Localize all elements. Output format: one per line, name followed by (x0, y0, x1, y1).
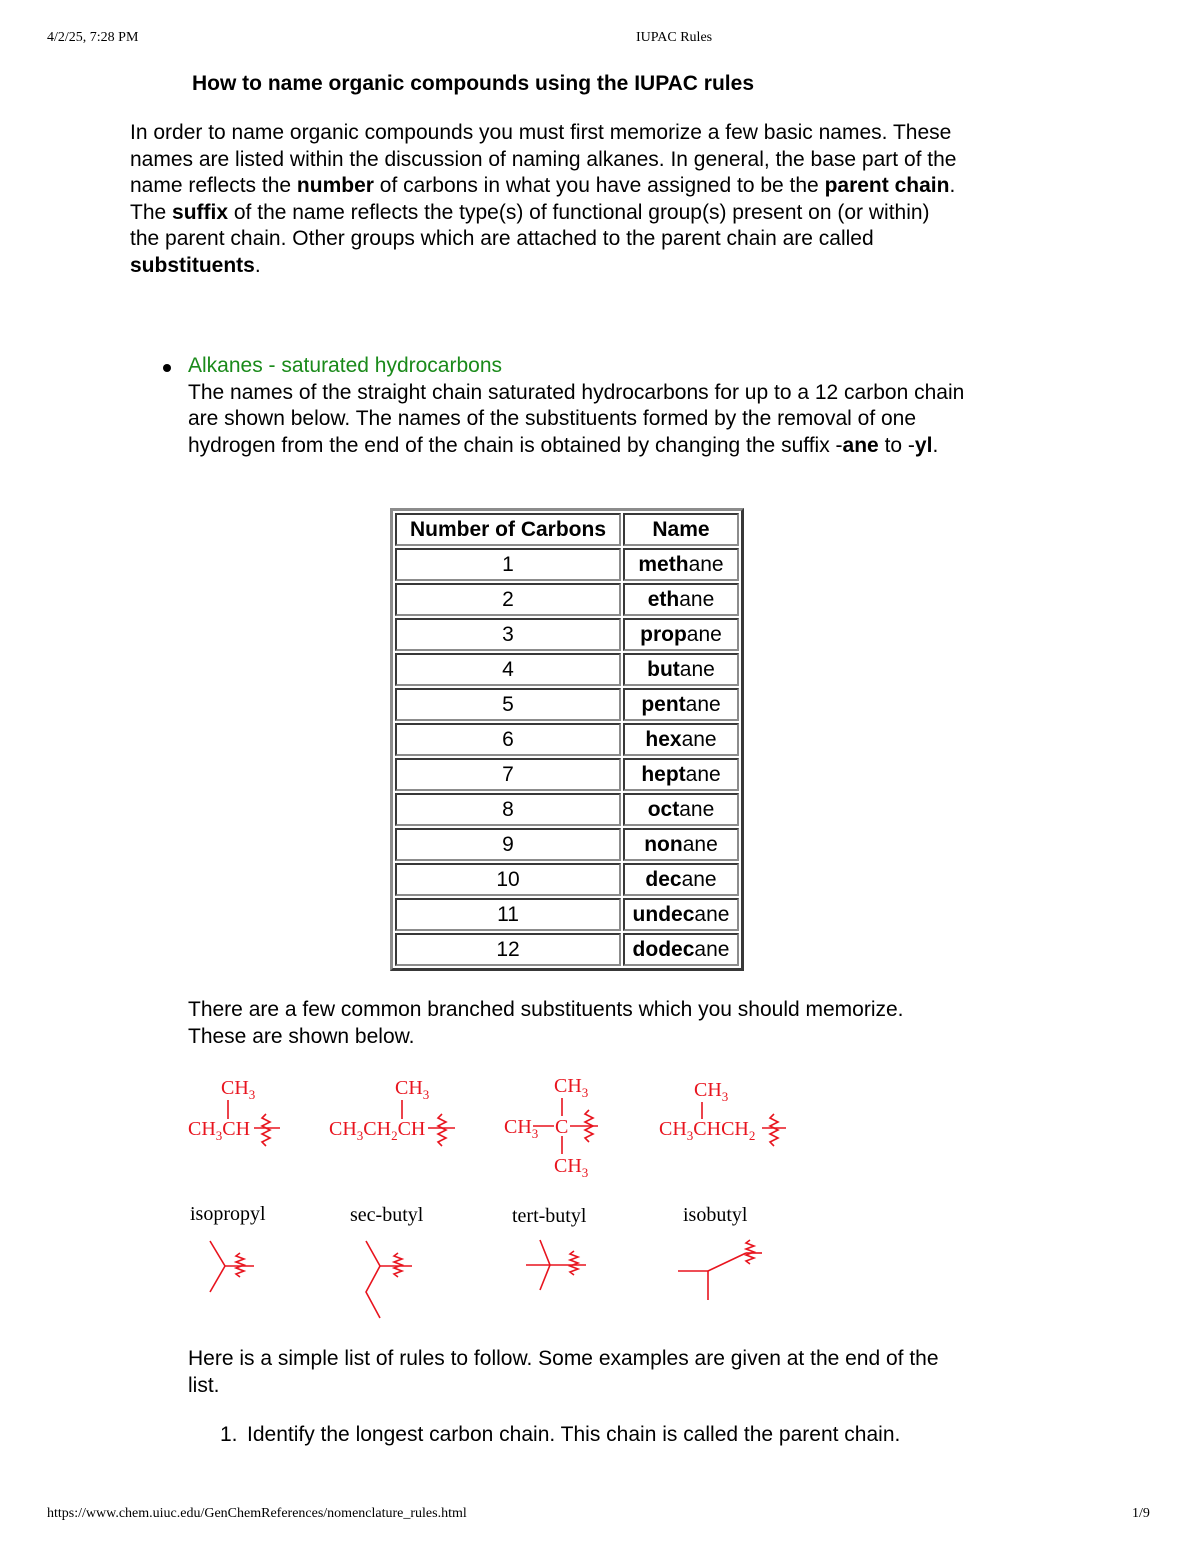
table-row (395, 863, 739, 896)
svg-text:CH3: $CH_3$ (504, 1116, 539, 1141)
carbon-count-cell: 3 (395, 618, 621, 651)
isobutyl-skeletal-icon (678, 1240, 762, 1300)
table-row (395, 688, 739, 721)
alkanes-bold-yl: yl (914, 433, 933, 457)
svg-text:CH3: $CH_3$ (221, 1077, 256, 1102)
tert-butyl-skeletal-icon (526, 1240, 586, 1290)
intro-paragraph (130, 120, 960, 279)
carbon-count-cell: 7 (395, 758, 621, 791)
page-title: How to name organic compounds using the IUPAC rules (192, 72, 754, 95)
alkane-name-cell (623, 688, 739, 721)
alkane-stem: prop (640, 622, 687, 646)
rules-intro-text: Here is a simple list of rules to follow. Some examples are given at the end of the list. (188, 1347, 939, 1397)
intro-text-5: . (254, 253, 261, 277)
alkane-suffix: ane (681, 727, 717, 751)
print-url: https://www.chem.uiuc.edu/GenChemReferences/nomenclature_rules.html (47, 1506, 467, 1521)
table-row (395, 828, 739, 861)
alkane-name-cell (623, 863, 739, 896)
header-name: Name (623, 513, 739, 546)
svg-text:CH3CHCH2: $CH_3CHCH_2$ (659, 1118, 756, 1143)
intro-text-3: . The (130, 174, 956, 224)
carbon-count-cell: 8 (395, 793, 621, 826)
alkane-name-cell (623, 583, 739, 616)
table-row (395, 583, 739, 616)
alkanes-section (188, 353, 968, 459)
table-row (395, 933, 739, 966)
label-isopropyl: isopropyl (190, 1203, 266, 1225)
alkane-stem: meth (638, 552, 689, 576)
intro-text-2: of carbons in what you have assigned to be the (373, 174, 825, 197)
table-body (395, 548, 739, 966)
intro-bold-substituents: substituents (130, 253, 255, 277)
svg-text:CH3: $CH_3$ (395, 1077, 430, 1102)
table-header-row (395, 513, 739, 546)
alkane-names-table (390, 508, 744, 971)
print-page-title: IUPAC Rules (636, 30, 713, 45)
alkane-name-cell (623, 898, 739, 931)
alkane-name-cell (623, 548, 739, 581)
alkane-stem: but (647, 657, 680, 681)
alkane-suffix: ane (694, 902, 730, 926)
label-isobutyl: isobutyl (683, 1204, 748, 1226)
alkane-suffix: ane (685, 762, 721, 786)
alkane-stem: hex (645, 727, 682, 751)
alkane-stem: oct (647, 797, 680, 821)
alkane-stem: undec (632, 902, 695, 926)
table-row (395, 653, 739, 686)
branched-substituents-figure (180, 1068, 800, 1338)
intro-bold-parent-chain: parent chain (824, 174, 950, 197)
print-datetime: 4/2/25, 7:28 PM (47, 30, 139, 45)
table-row (395, 723, 739, 756)
alkane-name-cell (623, 653, 739, 686)
branched-substituents-text: There are a few common branched substituents which you should memorize. These are shown below. (188, 998, 904, 1048)
carbon-count-cell: 6 (395, 723, 621, 756)
isopropyl-formula (188, 1077, 280, 1146)
carbon-count-cell: 9 (395, 828, 621, 861)
carbon-count-cell: 2 (395, 583, 621, 616)
alkane-suffix: ane (686, 622, 722, 646)
label-tert-butyl: tert-butyl (512, 1205, 587, 1227)
alkanes-bold-ane: ane (842, 433, 879, 457)
carbon-count-cell: 5 (395, 688, 621, 721)
sec-butyl-formula (329, 1077, 455, 1146)
tert-butyl-formula (504, 1075, 598, 1180)
alkane-suffix: ane (679, 657, 715, 681)
alkane-stem: dodec (632, 937, 695, 961)
intro-bold-number: number (296, 174, 374, 197)
svg-text:CH3: $CH_3$ (694, 1079, 729, 1104)
svg-text:CH3CH: $CH_3CH$ (188, 1118, 251, 1143)
bullet-dot-icon (163, 364, 171, 372)
alkane-suffix: ane (682, 832, 718, 856)
intro-text-1: In order to name organic compounds you must first memorize a few basic names. These names are listed within the discussion of naming alkanes. In general, the base part of the name reflects the (130, 121, 957, 197)
alkane-stem: hept (641, 762, 686, 786)
svg-text:CH3CH2CH: $CH_3CH_2CH$ (329, 1118, 426, 1143)
svg-text:C: C (555, 1116, 569, 1138)
table-row (395, 548, 739, 581)
alkane-name-cell (623, 933, 739, 966)
alkane-stem: dec (645, 867, 682, 891)
print-page-number: 1/9 (1132, 1506, 1150, 1521)
alkane-suffix: ane (688, 552, 724, 576)
alkane-suffix: ane (681, 867, 717, 891)
carbon-count-cell: 11 (395, 898, 621, 931)
alkanes-text-2: to - (878, 433, 915, 457)
carbon-count-cell: 4 (395, 653, 621, 686)
intro-text-4: of the name reflects the type(s) of functional group(s) present on (or within) the parent chain. Other groups which are attached to the parent chain are called (130, 200, 930, 250)
alkane-suffix: ane (685, 692, 721, 716)
alkane-stem: eth (647, 587, 680, 611)
alkane-suffix: ane (694, 937, 730, 961)
alkane-stem: non (644, 832, 683, 856)
alkanes-text-3: . (932, 433, 939, 457)
alkane-stem: pent (641, 692, 686, 716)
sec-butyl-skeletal-icon (366, 1241, 412, 1318)
alkane-name-cell (623, 723, 739, 756)
carbon-count-cell: 12 (395, 933, 621, 966)
rule-list-item (220, 1422, 940, 1449)
label-sec-butyl: sec-butyl (350, 1204, 424, 1226)
intro-bold-suffix: suffix (172, 200, 229, 224)
alkane-name-cell (623, 828, 739, 861)
carbon-count-cell: 1 (395, 548, 621, 581)
table-row (395, 758, 739, 791)
rule-text: Identify the longest carbon chain. This chain is called the parent chain. (247, 1423, 901, 1446)
isopropyl-skeletal-icon (210, 1241, 254, 1292)
alkane-name-cell (623, 618, 739, 651)
carbon-count-cell: 10 (395, 863, 621, 896)
svg-text:CH3: $CH_3$ (554, 1155, 589, 1180)
alkane-name-cell (623, 793, 739, 826)
table-row (395, 618, 739, 651)
table-row (395, 793, 739, 826)
alkanes-description (188, 380, 968, 460)
svg-text:CH3: $CH_3$ (554, 1075, 589, 1100)
alkanes-heading: Alkanes - saturated hydrocarbons (188, 354, 503, 377)
alkane-name-cell (623, 758, 739, 791)
table-row (395, 898, 739, 931)
alkane-suffix: ane (679, 587, 715, 611)
isobutyl-formula (659, 1079, 786, 1146)
rule-number: 1. (220, 1423, 238, 1446)
alkane-suffix: ane (679, 797, 715, 821)
alkanes-text-1: The names of the straight chain saturated hydrocarbons for up to a 12 carbon chain are shown below. The names of the substituents formed by the removal of one hydrogen from the end of the chain is obtained by changing the suffix - (188, 380, 965, 457)
header-number-of-carbons: Number of Carbons (395, 513, 621, 546)
